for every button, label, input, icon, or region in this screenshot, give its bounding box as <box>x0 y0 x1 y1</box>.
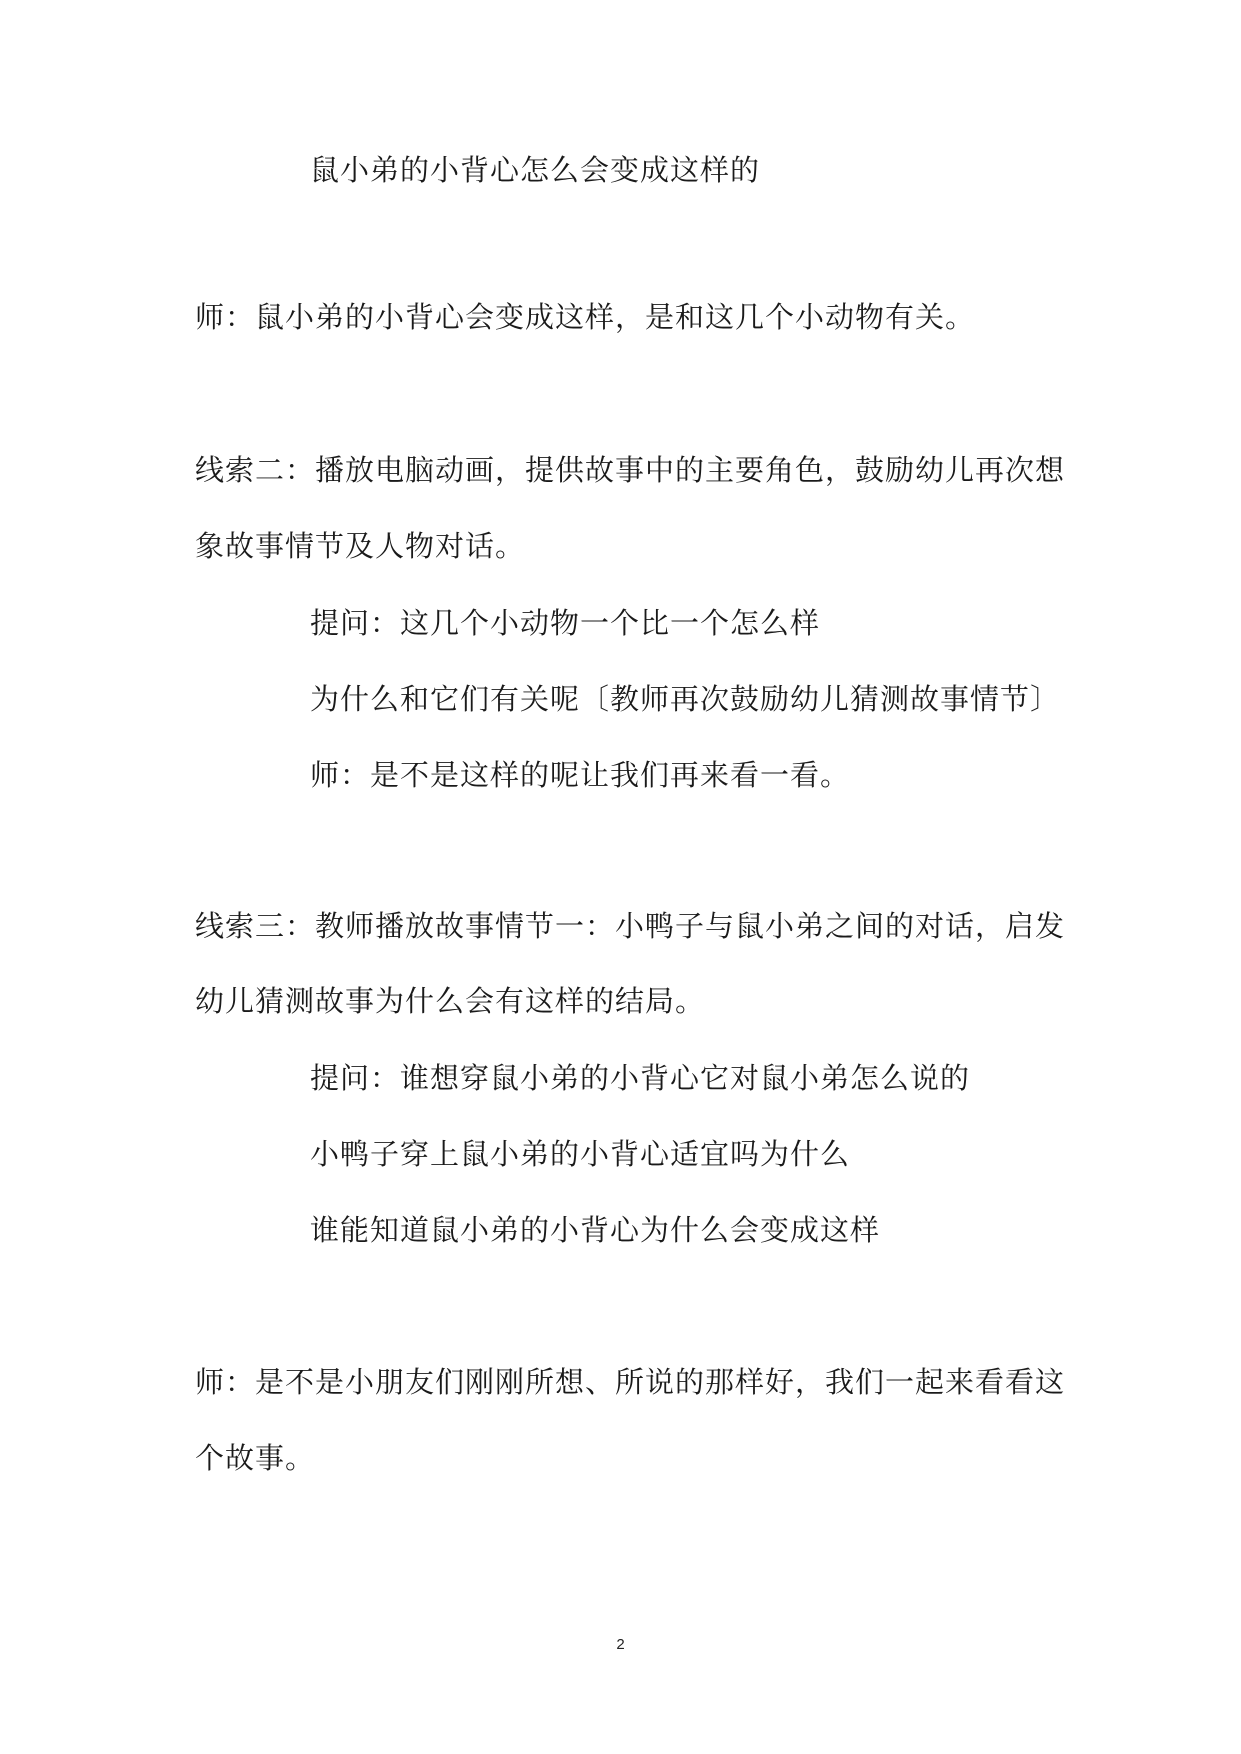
question-line: 小鸭子穿上鼠小弟的小背心适宜吗为什么 <box>310 1137 851 1171</box>
question-line: 提问：谁想穿鼠小弟的小背心它对鼠小弟怎么说的 <box>310 1061 971 1095</box>
clue-two-line-1: 线索二：播放电脑动画，提供故事中的主要角色，鼓励幼儿再次想 <box>195 453 1066 487</box>
clue-two-line-2: 象故事情节及人物对话。 <box>195 529 526 563</box>
teacher-line-2: 个故事。 <box>195 1441 316 1475</box>
question-line: 鼠小弟的小背心怎么会变成这样的 <box>310 153 761 187</box>
clue-three-line-2: 幼儿猜测故事为什么会有这样的结局。 <box>195 984 706 1018</box>
clue-three-line-1: 线索三：教师播放故事情节一：小鸭子与鼠小弟之间的对话，启发 <box>195 909 1066 943</box>
question-line: 提问：这几个小动物一个比一个怎么样 <box>310 606 821 640</box>
question-line: 谁能知道鼠小弟的小背心为什么会变成这样 <box>310 1213 881 1247</box>
question-line: 为什么和它们有关呢〔教师再次鼓励幼儿猜测故事情节〕 <box>310 682 1061 716</box>
teacher-line: 师：是不是这样的呢让我们再来看一看。 <box>310 758 851 792</box>
teacher-line-1: 师：是不是小朋友们刚刚所想、所说的那样好，我们一起来看看这 <box>195 1365 1066 1399</box>
teacher-line: 师：鼠小弟的小背心会变成这样，是和这几个小动物有关。 <box>195 300 976 334</box>
page-number: 2 <box>616 1636 625 1653</box>
